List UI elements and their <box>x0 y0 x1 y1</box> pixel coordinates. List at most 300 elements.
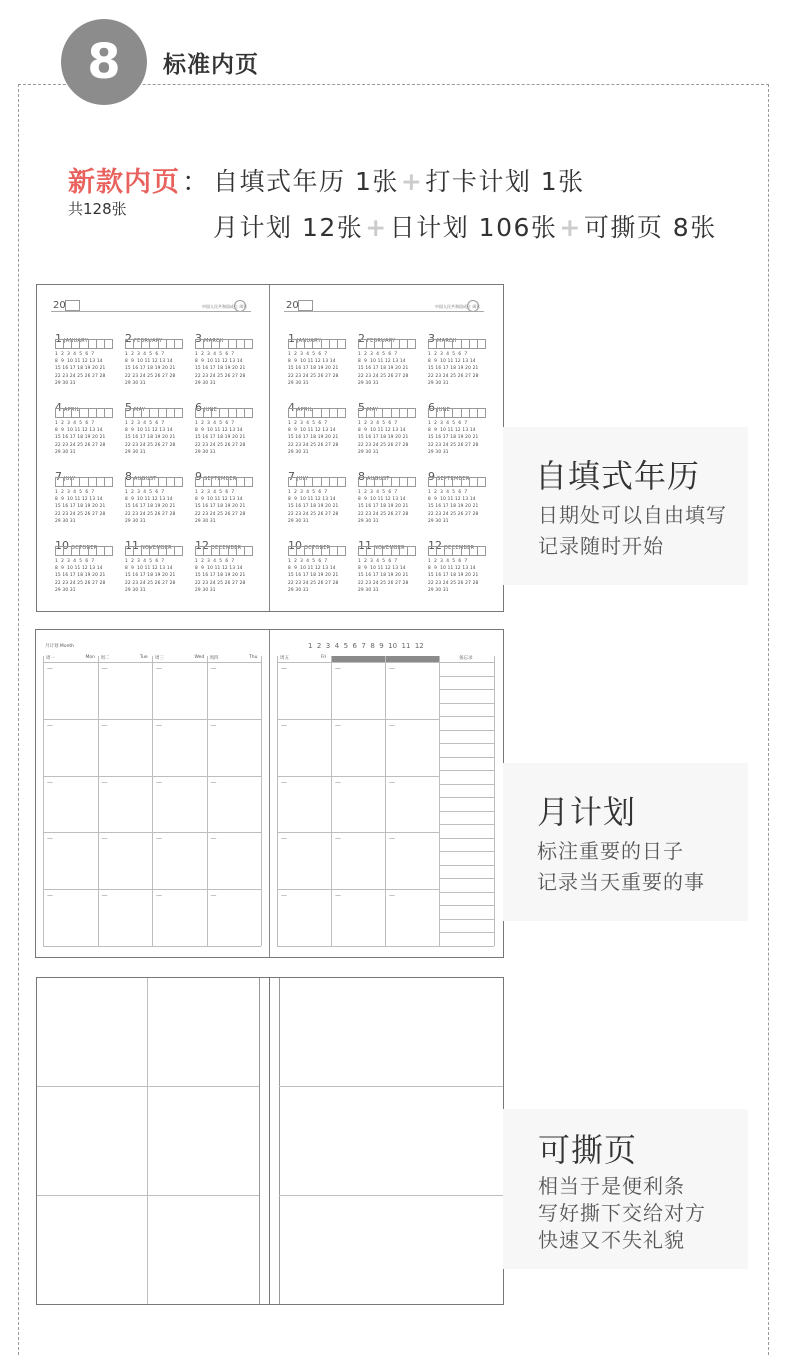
grid-line <box>331 656 332 946</box>
weekday-boxes <box>125 546 183 554</box>
weekday-box <box>428 546 436 556</box>
weekday-box <box>125 477 133 487</box>
month-name: DECEMBER <box>211 545 242 551</box>
notes-line <box>439 743 494 744</box>
weekday-box <box>149 408 157 418</box>
weekday-box <box>149 477 157 487</box>
weekday-box <box>203 477 211 487</box>
calendar-month <box>358 396 422 458</box>
weekday-box <box>469 408 477 418</box>
month-number-strip: 1 2 3 4 5 6 7 8 9 10 11 12 <box>308 642 424 650</box>
day-cell-mark: — <box>389 778 395 786</box>
year-prefix: 20 <box>53 300 66 311</box>
weekday-box <box>428 477 436 487</box>
weekday-box <box>96 477 104 487</box>
grid-line <box>98 656 99 946</box>
weekday-box <box>211 339 219 349</box>
day-cell-mark: — <box>47 665 53 672</box>
month-name: NOVEMBER <box>374 545 405 551</box>
weekday-box <box>321 546 329 556</box>
plus-sign: + <box>365 213 388 242</box>
weekday-box <box>436 546 444 556</box>
weekday-box <box>358 477 366 487</box>
weekday-box <box>236 408 244 418</box>
weekday-box <box>104 408 113 418</box>
weekday-box <box>133 339 141 349</box>
month-name: FEBRUARY <box>367 338 396 344</box>
weekday-box <box>174 408 183 418</box>
weekday-boxes <box>195 477 253 485</box>
weekday-box <box>104 546 113 556</box>
weekday-boxes <box>288 408 346 416</box>
weekday-box <box>96 408 104 418</box>
weekday-box <box>477 339 486 349</box>
spine-line <box>269 630 270 957</box>
weekday-box <box>88 339 96 349</box>
calendar-month <box>288 327 352 389</box>
month-name: JUNE <box>204 407 218 413</box>
weekday-boxes <box>358 339 416 347</box>
monthly-title: 月计划 Month <box>45 644 75 649</box>
weekday-box <box>358 339 366 349</box>
weekday-box <box>236 546 244 556</box>
weekday-box <box>407 546 416 556</box>
weekday-box <box>461 477 469 487</box>
header-note: 中国人民共和国成立 周年 <box>202 304 248 309</box>
month-days: 1 2 3 4 5 6 7 8 9 10 11 12 13 14 15 16 17 18 19 20 21 22 23 24 25 26 27 28 29 30 31 <box>288 559 339 593</box>
weekday-box <box>391 546 399 556</box>
weekday-head-cn: 周一 <box>46 656 55 661</box>
weekday-box <box>96 339 104 349</box>
weekday-box <box>149 546 157 556</box>
plus-sign: + <box>400 167 424 196</box>
month-days: 1 2 3 4 5 6 7 8 9 10 11 12 13 14 15 16 17 18 19 20 21 22 23 24 25 26 27 28 29 30 31 <box>358 421 409 455</box>
weekday-box <box>366 339 374 349</box>
card-desc-line: 快速又不失礼貌 <box>538 1228 685 1252</box>
weekday-boxes <box>55 408 113 416</box>
weekday-box <box>382 339 390 349</box>
weekday-box <box>329 477 337 487</box>
weekday-boxes <box>428 477 486 485</box>
weekday-box <box>244 477 253 487</box>
weekday-box <box>195 546 203 556</box>
calendar-month <box>125 396 189 458</box>
weekday-boxes <box>195 339 253 347</box>
month-days: 1 2 3 4 5 6 7 8 9 10 11 12 13 14 15 16 17 18 19 20 21 22 23 24 25 26 27 28 29 30 31 <box>55 421 106 455</box>
weekday-box <box>391 408 399 418</box>
intro-total: 共128张 <box>68 200 127 218</box>
weekday-box <box>149 339 157 349</box>
header-rule <box>51 311 251 312</box>
intro-line-2 <box>213 208 717 244</box>
weekday-box <box>312 408 320 418</box>
grid-line <box>147 978 148 1304</box>
grid-line <box>152 656 153 946</box>
weekday-box <box>228 546 236 556</box>
month-days: 1 2 3 4 5 6 7 8 9 10 11 12 13 14 15 16 17 18 19 20 21 22 23 24 25 26 27 28 29 30 31 <box>55 559 106 593</box>
weekday-box <box>133 477 141 487</box>
weekday-box <box>477 546 486 556</box>
weekday-box <box>96 546 104 556</box>
weekday-box <box>461 546 469 556</box>
weekday-box <box>141 546 149 556</box>
grid-line <box>277 946 439 947</box>
day-cell-mark: — <box>47 721 53 729</box>
calendar-month <box>195 534 259 596</box>
calendar-month <box>288 396 352 458</box>
weekday-box <box>104 339 113 349</box>
weekday-boxes <box>55 339 113 347</box>
month-number: 12 <box>428 539 442 552</box>
card-desc-line: 记录随时开始 <box>538 534 664 558</box>
weekday-boxes <box>358 408 416 416</box>
month-number: 5 <box>358 401 365 414</box>
notes-line <box>439 932 494 933</box>
day-cell-mark: — <box>101 835 108 843</box>
month-number: 8 <box>358 470 365 483</box>
weekday-box <box>444 546 452 556</box>
weekday-box <box>211 408 219 418</box>
grid-line <box>439 656 440 946</box>
month-name: APRIL <box>64 407 80 413</box>
month-name: JUNE <box>437 407 451 413</box>
grid-line <box>277 719 439 720</box>
day-cell-mark: — <box>47 835 53 843</box>
day-cell-mark: — <box>389 835 395 843</box>
weekday-box <box>382 477 390 487</box>
month-number: 1 <box>288 332 295 345</box>
weekday-boxes <box>55 546 113 554</box>
weekday-box <box>195 339 203 349</box>
weekday-box <box>141 408 149 418</box>
calendar-month <box>428 327 492 389</box>
intro-colon: ： <box>182 167 209 198</box>
weekday-box <box>382 408 390 418</box>
calendar-month <box>428 396 492 458</box>
weekday-boxes <box>358 477 416 485</box>
weekday-head-en: Fri <box>321 655 327 660</box>
month-number: 11 <box>358 539 372 552</box>
notes-line <box>439 770 494 771</box>
weekday-box <box>55 339 63 349</box>
calendar-month <box>428 534 492 596</box>
month-days: 1 2 3 4 5 6 7 8 9 10 11 12 13 14 15 16 17 18 19 20 21 22 23 24 25 26 27 28 29 30 31 <box>55 352 106 386</box>
weekday-boxes <box>195 546 253 554</box>
weekday-box <box>469 477 477 487</box>
day-cell-mark: — <box>101 721 108 729</box>
month-name: AUGUST <box>134 476 157 482</box>
weekday-box <box>444 408 452 418</box>
card-title: 月计划 <box>537 793 637 831</box>
weekday-box <box>374 339 382 349</box>
section-number-badge: 8 <box>61 19 147 105</box>
notes-line <box>439 905 494 906</box>
notes-line <box>439 703 494 704</box>
weekday-box <box>329 339 337 349</box>
day-cell-mark: — <box>210 835 217 843</box>
day-cell-mark: — <box>281 778 287 786</box>
weekday-box <box>219 546 227 556</box>
month-name: MAY <box>367 407 379 413</box>
weekday-box <box>366 546 374 556</box>
month-days: 1 2 3 4 5 6 7 8 9 10 11 12 13 14 15 16 17 18 19 20 21 22 23 24 25 26 27 28 29 30 31 <box>428 490 479 524</box>
notes-line <box>439 784 494 785</box>
month-number: 7 <box>288 470 295 483</box>
month-name: MARCH <box>204 338 224 344</box>
grid-line <box>207 656 208 946</box>
grid-line <box>259 978 260 1304</box>
calendar-month <box>195 465 259 527</box>
spine-line <box>269 285 270 611</box>
day-cell-mark: — <box>281 892 287 900</box>
grid-line <box>43 946 261 947</box>
notes-line <box>439 716 494 717</box>
calendar-month <box>195 396 259 458</box>
day-cell-mark: — <box>47 892 53 900</box>
weekday-box <box>436 408 444 418</box>
weekday-boxes <box>288 477 346 485</box>
weekday-box <box>88 408 96 418</box>
weekday-boxes <box>428 339 486 347</box>
month-name: OCTOBER <box>71 545 98 551</box>
card-monthly-plan <box>503 763 748 921</box>
weekday-box <box>452 339 460 349</box>
month-number: 3 <box>195 332 202 345</box>
weekday-box <box>337 339 346 349</box>
notes-line <box>439 892 494 893</box>
weekday-box <box>244 408 253 418</box>
notes-line <box>439 730 494 731</box>
weekday-box <box>296 477 304 487</box>
month-name: JULY <box>64 476 76 482</box>
card-desc-line: 日期处可以自由填写 <box>538 503 727 527</box>
weekday-box <box>228 408 236 418</box>
weekday-box <box>296 408 304 418</box>
calendar-month <box>195 327 259 389</box>
weekday-box <box>296 339 304 349</box>
month-name: JANUARY <box>297 338 321 344</box>
weekday-box <box>133 408 141 418</box>
weekday-box <box>55 546 63 556</box>
weekday-box <box>407 408 416 418</box>
year-prefix: 20 <box>286 300 299 311</box>
weekday-box <box>469 339 477 349</box>
day-cell-mark: — <box>156 721 162 729</box>
weekday-box <box>158 408 166 418</box>
weekday-box <box>337 408 346 418</box>
weekday-box <box>244 339 253 349</box>
notes-line <box>439 689 494 690</box>
month-name: SEPTEMBER <box>437 476 470 482</box>
card-desc <box>538 1173 706 1254</box>
weekday-box <box>321 339 329 349</box>
weekday-boxes <box>288 546 346 554</box>
day-cell-mark: — <box>101 778 108 786</box>
weekday-box <box>288 477 296 487</box>
intro-item: 可撕页 8张 <box>583 213 717 242</box>
notes-head: 备忘录 <box>459 656 473 661</box>
calendar-month <box>125 327 189 389</box>
notes-line <box>439 676 494 677</box>
weekday-box <box>195 477 203 487</box>
card-tear-off <box>503 1109 748 1269</box>
day-cell-mark: — <box>281 721 287 729</box>
card-desc-line: 写好撕下交给对方 <box>538 1201 706 1225</box>
calendar-month <box>55 534 119 596</box>
yearly-calendar-spread <box>36 284 504 612</box>
weekday-box <box>71 546 79 556</box>
day-cell-mark: — <box>210 892 217 900</box>
calendar-month <box>428 465 492 527</box>
header-note: 中国人民共和国成立 周年 <box>435 304 481 309</box>
weekday-box <box>428 408 436 418</box>
month-days: 1 2 3 4 5 6 7 8 9 10 11 12 13 14 15 16 17 18 19 20 21 22 23 24 25 26 27 28 29 30 31 <box>125 490 176 524</box>
weekday-box <box>366 408 374 418</box>
month-number: 3 <box>428 332 435 345</box>
weekday-box <box>141 477 149 487</box>
weekday-head-cn: 周五 <box>280 656 289 661</box>
weekday-box <box>174 339 183 349</box>
header-rule <box>284 311 484 312</box>
month-days: 1 2 3 4 5 6 7 8 9 10 11 12 13 14 15 16 17 18 19 20 21 22 23 24 25 26 27 28 29 30 31 <box>195 421 246 455</box>
weekday-box <box>407 477 416 487</box>
month-name: DECEMBER <box>444 545 475 551</box>
weekday-box <box>195 408 203 418</box>
weekday-box <box>321 408 329 418</box>
notes-line <box>439 946 494 947</box>
weekday-box <box>228 477 236 487</box>
weekday-box <box>461 408 469 418</box>
day-cell-mark: — <box>156 778 162 786</box>
month-number: 4 <box>55 401 62 414</box>
notes-line <box>439 851 494 852</box>
grid-line <box>261 656 262 946</box>
weekday-box <box>469 546 477 556</box>
weekday-box <box>166 477 174 487</box>
card-title: 自填式年历 <box>535 457 701 495</box>
weekday-box <box>337 546 346 556</box>
weekday-box <box>452 477 460 487</box>
notes-line <box>439 919 494 920</box>
weekday-box <box>125 546 133 556</box>
day-cell-mark: — <box>389 892 395 900</box>
card-desc <box>538 500 727 562</box>
weekday-boxes <box>125 477 183 485</box>
weekday-boxes <box>288 339 346 347</box>
intro-item: 打卡计划 1张 <box>425 167 585 196</box>
month-number: 8 <box>125 470 132 483</box>
weekday-box <box>304 339 312 349</box>
weekday-box <box>63 339 71 349</box>
weekday-box <box>203 408 211 418</box>
calendar-month <box>125 534 189 596</box>
weekday-box <box>296 546 304 556</box>
month-number: 6 <box>195 401 202 414</box>
day-cell-mark: — <box>47 778 53 786</box>
weekday-box <box>358 408 366 418</box>
month-number: 12 <box>195 539 209 552</box>
weekday-box <box>174 546 183 556</box>
day-cell-mark: — <box>281 835 287 843</box>
card-desc <box>537 836 705 898</box>
weekday-box <box>477 477 486 487</box>
day-cell-mark: — <box>101 665 108 672</box>
grid-line <box>277 656 278 946</box>
weekday-head-en: Thu <box>249 655 258 660</box>
weekday-box <box>125 408 133 418</box>
day-cell-mark: — <box>335 778 341 786</box>
grid-line <box>37 1086 259 1087</box>
notes-line <box>439 811 494 812</box>
weekday-boxes <box>125 339 183 347</box>
month-days: 1 2 3 4 5 6 7 8 9 10 11 12 13 14 15 16 17 18 19 20 21 22 23 24 25 26 27 28 29 30 31 <box>125 421 176 455</box>
weekday-box <box>211 546 219 556</box>
weekday-box <box>219 408 227 418</box>
grid-line <box>279 1086 503 1087</box>
month-days: 1 2 3 4 5 6 7 8 9 10 11 12 13 14 15 16 17 18 19 20 21 22 23 24 25 26 27 28 29 30 31 <box>358 559 409 593</box>
month-number: 9 <box>195 470 202 483</box>
month-days: 1 2 3 4 5 6 7 8 9 10 11 12 13 14 15 16 17 18 19 20 21 22 23 24 25 26 27 28 29 30 31 <box>358 352 409 386</box>
plus-sign: + <box>559 213 582 242</box>
weekday-box <box>452 408 460 418</box>
weekday-box <box>166 546 174 556</box>
day-cell-mark: — <box>281 665 287 672</box>
weekday-box <box>236 339 244 349</box>
month-days: 1 2 3 4 5 6 7 8 9 10 11 12 13 14 15 16 17 18 19 20 21 22 23 24 25 26 27 28 29 30 31 <box>195 559 246 593</box>
notes-line <box>439 757 494 758</box>
day-cell-mark: — <box>156 835 162 843</box>
month-number: 9 <box>428 470 435 483</box>
grid-line <box>277 889 439 890</box>
weekday-box <box>374 408 382 418</box>
card-desc-line: 标注重要的日子 <box>537 839 684 863</box>
grid-line <box>37 1195 259 1196</box>
weekday-box <box>203 339 211 349</box>
weekday-box <box>158 477 166 487</box>
day-cell-mark: — <box>335 721 341 729</box>
day-cell-mark: — <box>101 892 108 900</box>
month-number: 11 <box>125 539 139 552</box>
month-days: 1 2 3 4 5 6 7 8 9 10 11 12 13 14 15 16 17 18 19 20 21 22 23 24 25 26 27 28 29 30 31 <box>358 490 409 524</box>
grid-line <box>277 662 439 663</box>
weekday-box <box>141 339 149 349</box>
month-name: SEPTEMBER <box>204 476 237 482</box>
month-number: 10 <box>288 539 302 552</box>
grid-line <box>279 978 280 1304</box>
weekday-boxes <box>428 546 486 554</box>
weekday-box <box>436 339 444 349</box>
monthly-plan-spread <box>35 629 504 958</box>
weekday-box <box>288 408 296 418</box>
grid-line <box>43 656 44 946</box>
weekday-boxes <box>428 408 486 416</box>
weekday-box <box>133 546 141 556</box>
intro-item: 自填式年历 1张 <box>213 167 399 196</box>
year-input-box <box>298 300 313 311</box>
day-cell-mark: — <box>335 665 341 672</box>
weekday-box <box>391 477 399 487</box>
spine-line <box>269 978 270 1304</box>
grid-line <box>277 776 439 777</box>
day-cell-mark: — <box>156 665 162 672</box>
weekday-box <box>399 477 407 487</box>
calendar-month <box>358 465 422 527</box>
card-desc-line: 记录当天重要的事 <box>537 870 705 894</box>
weekday-box <box>312 546 320 556</box>
month-days: 1 2 3 4 5 6 7 8 9 10 11 12 13 14 15 16 17 18 19 20 21 22 23 24 25 26 27 28 29 30 31 <box>195 352 246 386</box>
weekday-box <box>166 408 174 418</box>
day-cell-mark: — <box>210 721 217 729</box>
